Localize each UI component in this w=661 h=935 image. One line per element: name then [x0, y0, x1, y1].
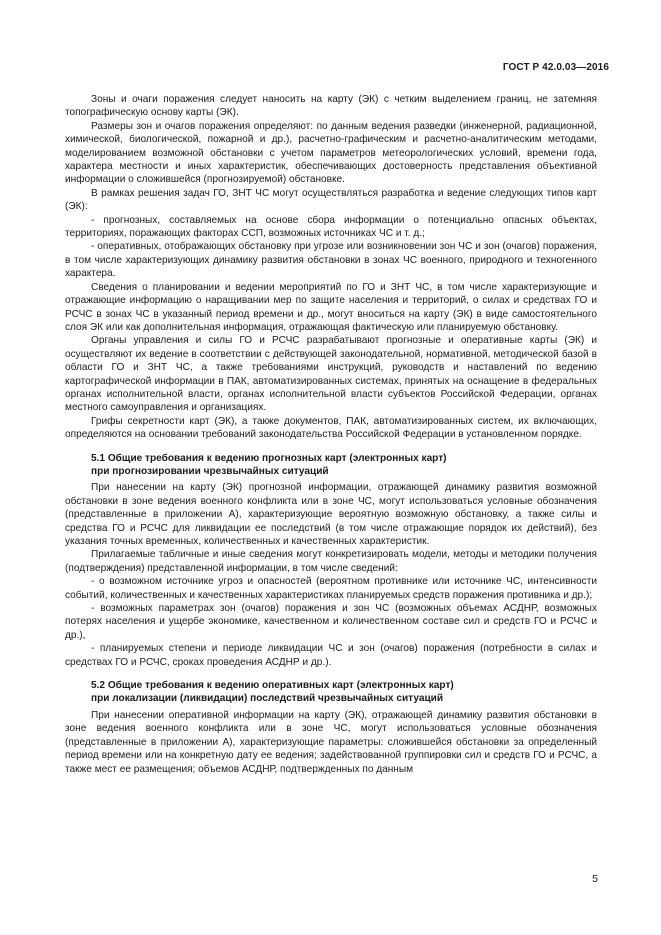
paragraph: Зоны и очаги поражения следует наносить на карту (ЭК) с четким выделением границ, не затемняя топографическую основу карты (ЭК).	[65, 94, 597, 119]
paragraph: Размеры зон и очагов поражения определяют: по данным ведения разведки (инженерной, радиационной, химической, биологической, пожарной и др.), расчетно-графическим и расчетно-аналитическим методами, моделированием возможной обстановки с учетом параметров метеорологических условий, времени года, характера местности и иных характеристик, обеспечивающих достоверность представления объективной информации о сложившейся (прогнозируемой) обстановке.	[65, 120, 597, 186]
paragraph: Грифы секретности карт (ЭК), а также документов, ПАК, автоматизированных систем, их включающих, определяются на основании требований законодательства Российской Федерации в установленном порядке.	[65, 415, 597, 441]
section-heading-line: 5.2 Общие требования к ведению оперативных карт (электронных карт)	[91, 680, 454, 692]
section-heading-5-1	[65, 452, 597, 479]
list-item: - планируемых степени и периоде ликвидации ЧС и зон (очагов) поражения (потребности в силах и средствах ГО и РСЧС, сроках проведения АСДНР и др.).	[65, 643, 597, 668]
section-heading-line: при локализации (ликвидации) последствий чрезвычайных ситуаций	[91, 693, 444, 705]
paragraph: Прилагаемые табличные и иные сведения могут конкретизировать модели, методы и методики получения (подтверждения) представленной информации, в том числе сведений:	[65, 549, 597, 574]
section-heading-5-2	[65, 679, 597, 706]
document-code-header: ГОСТ Р 42.0.03—2016	[502, 62, 609, 73]
section-heading-line: 5.1 Общие требования к ведению прогнозных карт (электронных карт)	[91, 452, 447, 464]
document-body	[65, 93, 597, 776]
paragraph: В рамках решения задач ГО, ЗНТ ЧС могут осуществляться разработка и ведение следующих типов карт (ЭК):	[65, 187, 597, 213]
section-heading-line: при прогнозировании чрезвычайных ситуаций	[91, 465, 329, 477]
list-item: - оперативных, отображающих обстановку при угрозе или возникновении зон ЧС и зон (очагов) поражения, в том числе характеризующих динамику развития обстановки в зонах ЧС военного, природного и техногенного характера.	[65, 241, 597, 280]
paragraph: При нанесении оперативной информации на карту (ЭК), отражающей динамику развития обстановки в зоне ведения военного конфликта или в зоне ЧС, могут использоваться условные обозначения (представленные в приложении А), характеризующие параметры: сложившейся обстановки за определенный период времени или на конкретную дату ее ведения; задействованной группировки сил и средств ГО и РСЧС, а также мест ее размещения; объемов АСДНР, подтвержденных по данным	[65, 709, 597, 775]
list-item: - возможных параметрах зон (очагов) поражения и зон ЧС (возможных объемах АСДНР, возможных потерях населения и ущербе экономике, качественном и количественном составе сил и средств ГО и РСЧС и др.),	[65, 603, 597, 641]
paragraph: Органы управления и силы ГО и РСЧС разрабатывают прогнозные и оперативные карты (ЭК) и осуществляют их ведение в соответствии с действующей законодательной, нормативной, методической базой в области ГО и ЗНТ ЧС, а также требованиями инструкций, руководств и наставлений по ведению картографической информации в ПАК, автоматизированных системах, принятых на оснащение в федеральных органах исполнительной власти, органах исполнительной власти субъектов Российской Федерации, органах местного самоуправления и организациях.	[65, 335, 597, 414]
paragraph: При нанесении на карту (ЭК) прогнозной информации, отражающей динамику развития возможной обстановки в зоне ведения военного конфликта или в зоне ЧС, могут использоваться условные обозначения (представленные в приложении А), характеризующие вероятную возможную обстановку, а также силы и средства ГО и РСЧС для ликвидации ее последствий (в том числе отражающие порядок их действий), без указания точных временных, количественных и качественных характеристик.	[65, 482, 597, 547]
list-item: - прогнозных, составляемых на основе сбора информации о потенциально опасных объектах, территориях, поражающих факторах ССП, возможных источниках ЧС и т. д.;	[65, 214, 597, 240]
page-number: 5	[592, 873, 598, 885]
paragraph: Сведения о планировании и ведении мероприятий по ГО и ЗНТ ЧС, в том числе характеризующие и отражающие информацию о наращивании мер по защите населения и территорий, о силах и средствах ГО и РСЧС в зонах ЧС в указанный период времени и др., могут вноситься на карту (ЭК) в виде самостоятельного слоя ЭК или как дополнительная информация, отражающая фактическую или планируемую обстановку.	[65, 281, 597, 333]
list-item: - о возможном источнике угроз и опасностей (вероятном противнике или источнике ЧС, интенсивности событий, количественных и качественных характеристиках планируемых средств поражения противника и др.);	[65, 576, 597, 601]
